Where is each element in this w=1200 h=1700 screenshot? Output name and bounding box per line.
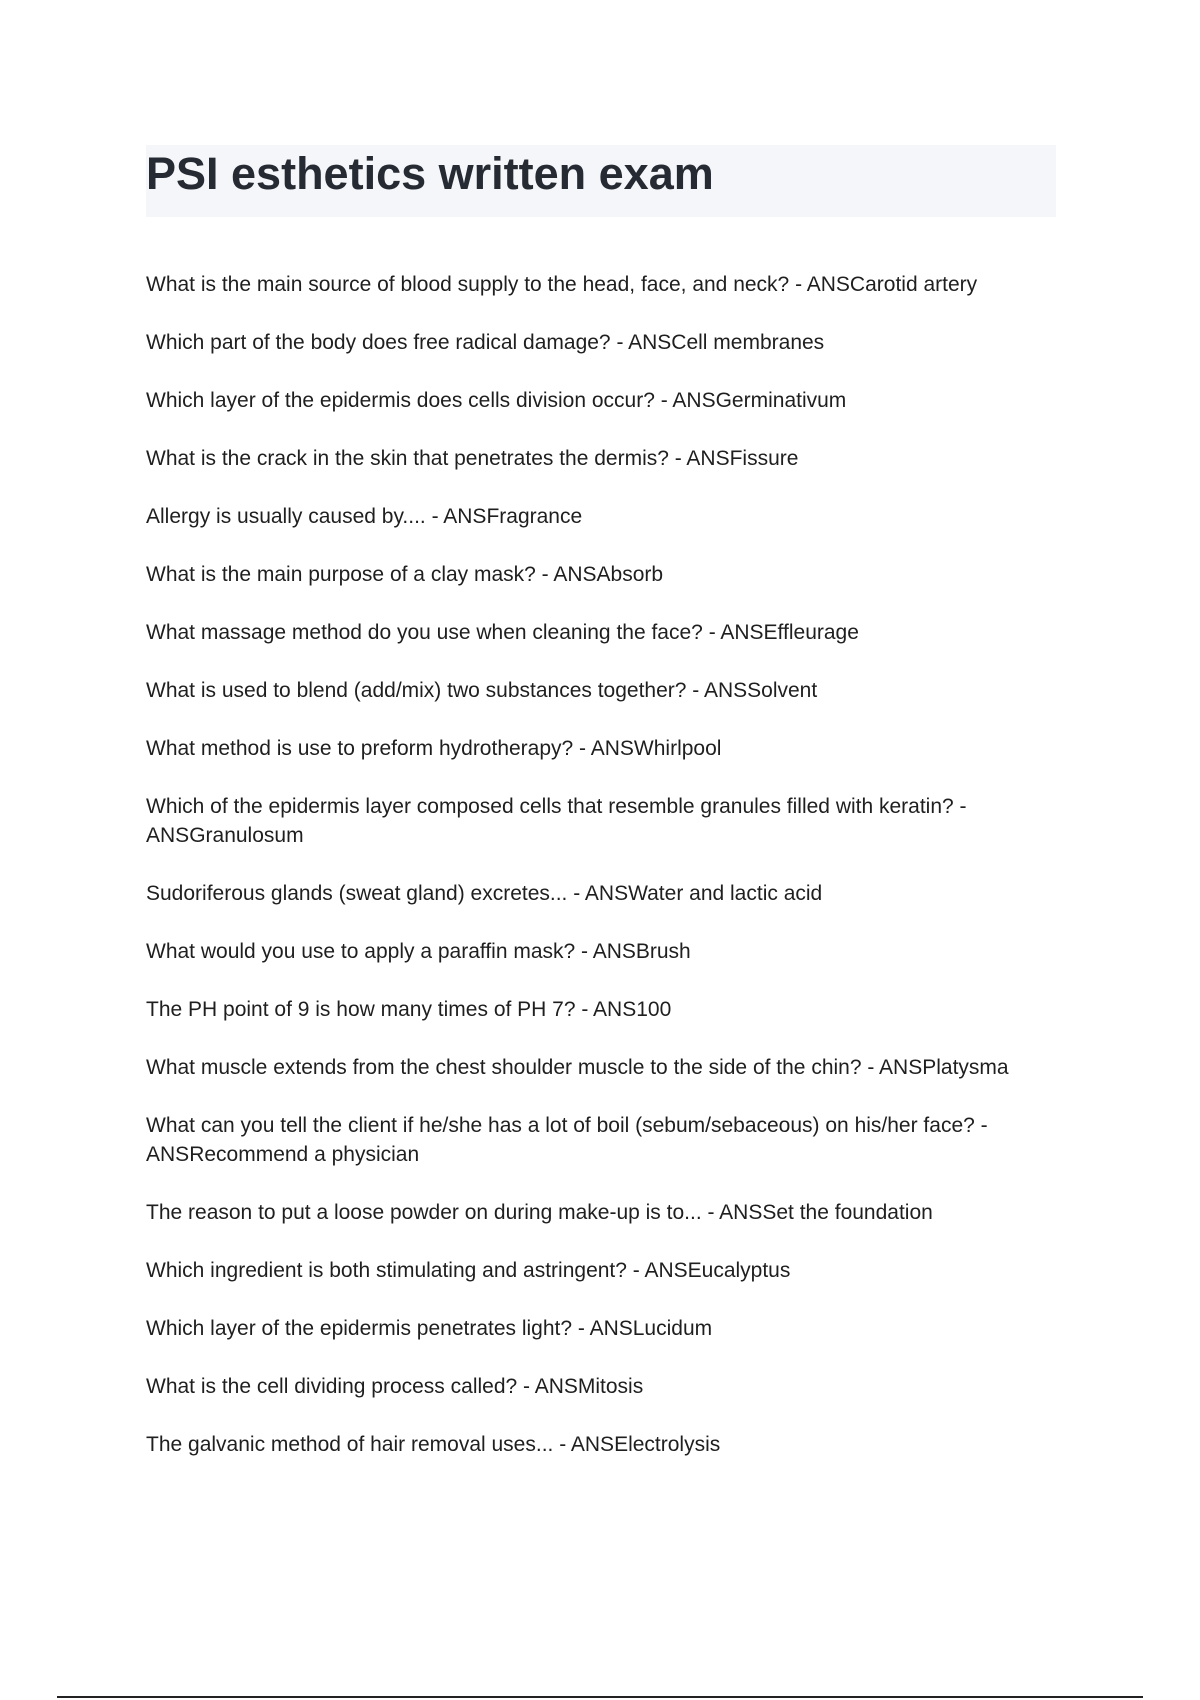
answer-text: Mitosis	[577, 1375, 644, 1398]
answer-text: Eucalyptus	[687, 1259, 791, 1282]
question-text: What method is use to preform hydrotherapy?	[146, 737, 574, 760]
question-text: The PH point of 9 is how many times of PH 7?	[146, 998, 576, 1021]
document-title: PSI esthetics written exam	[146, 148, 714, 199]
qa-item	[146, 502, 1046, 531]
question-text: What is the crack in the skin that penetrates the dermis?	[146, 447, 669, 470]
answer-prefix: - ANS	[789, 273, 850, 296]
question-text: What is the cell dividing process called?	[146, 1375, 518, 1398]
answer-text: Lucidum	[632, 1317, 713, 1340]
question-text: Which ingredient is both stimulating and astringent?	[146, 1259, 627, 1282]
answer-prefix: - ANS	[701, 1201, 763, 1224]
answer-prefix: - ANS	[575, 998, 637, 1021]
answer-prefix: - ANS	[610, 331, 672, 354]
answer-prefix: - ANS	[702, 621, 764, 644]
answer-prefix: - ANS	[861, 1056, 923, 1079]
qa-item	[146, 560, 1046, 589]
question-text: Which of the epidermis layer composed cells that resemble granules filled with keratin?	[146, 795, 954, 818]
answer-text: Electrolysis	[614, 1433, 721, 1456]
answer-prefix: - ANS	[575, 940, 636, 963]
answer-prefix: - ANS	[567, 882, 629, 905]
answer-prefix: - ANS	[535, 563, 597, 586]
answer-prefix: - ANS	[425, 505, 487, 528]
title-block	[146, 145, 1056, 217]
answer-text: Absorb	[596, 563, 664, 586]
answer-prefix: - ANS	[146, 1114, 988, 1166]
answer-text: Granulosum	[189, 824, 304, 847]
answer-text: Brush	[635, 940, 691, 963]
qa-item	[146, 386, 1046, 415]
answer-text: Platysma	[922, 1056, 1009, 1079]
answer-text: Set the foundation	[762, 1201, 933, 1224]
qa-item	[146, 1430, 1046, 1459]
answer-text: Germinativum	[715, 389, 847, 412]
answer-text: Whirlpool	[633, 737, 722, 760]
question-text: What muscle extends from the chest shoulder muscle to the side of the chin?	[146, 1056, 862, 1079]
qa-item	[146, 1314, 1046, 1343]
footer-divider	[57, 1696, 1143, 1698]
answer-prefix: - ANS	[626, 1259, 688, 1282]
answer-prefix: - ANS	[146, 795, 967, 847]
answer-text: Water and lactic acid	[628, 882, 823, 905]
answer-text: Carotid artery	[849, 273, 978, 296]
answer-text: Recommend a physician	[189, 1143, 420, 1166]
answer-prefix: - ANS	[572, 1317, 633, 1340]
question-text: The reason to put a loose powder on during make-up is to...	[146, 1201, 702, 1224]
qa-item	[146, 1053, 1046, 1082]
qa-item	[146, 937, 1046, 966]
qa-item	[146, 676, 1046, 705]
qa-item	[146, 328, 1046, 357]
answer-text: Solvent	[747, 679, 818, 702]
answer-prefix: - ANS	[573, 737, 634, 760]
answer-text: Effleurage	[763, 621, 859, 644]
question-text: The galvanic method of hair removal uses...	[146, 1433, 554, 1456]
question-text: What would you use to apply a paraffin mask?	[146, 940, 576, 963]
question-text: Which layer of the epidermis does cells division occur?	[146, 389, 655, 412]
answer-text: 100	[636, 998, 672, 1021]
qa-item	[146, 270, 1046, 299]
qa-item	[146, 995, 1046, 1024]
qa-item	[146, 1256, 1046, 1285]
qa-item	[146, 1372, 1046, 1401]
qa-item	[146, 734, 1046, 763]
answer-prefix: - ANS	[668, 447, 730, 470]
qa-item	[146, 444, 1046, 473]
answer-text: Fissure	[729, 447, 799, 470]
question-answer-list	[146, 270, 1046, 1488]
question-text: Which part of the body does free radical damage?	[146, 331, 611, 354]
answer-text: Fragrance	[486, 505, 583, 528]
question-text: Allergy is usually caused by....	[146, 505, 426, 528]
answer-text: Cell membranes	[671, 331, 825, 354]
qa-item	[146, 879, 1046, 908]
question-text: What is used to blend (add/mix) two substances together?	[146, 679, 687, 702]
question-text: What massage method do you use when cleaning the face?	[146, 621, 703, 644]
question-text: Which layer of the epidermis penetrates light?	[146, 1317, 573, 1340]
question-text: What is the main source of blood supply to the head, face, and neck?	[146, 273, 790, 296]
qa-item	[146, 792, 1046, 850]
qa-item	[146, 618, 1046, 647]
question-text: What can you tell the client if he/she has a lot of boil (sebum/sebaceous) on his/her face?	[146, 1114, 975, 1137]
qa-item	[146, 1111, 1046, 1169]
answer-prefix: - ANS	[517, 1375, 578, 1398]
qa-item	[146, 1198, 1046, 1227]
question-text: What is the main purpose of a clay mask?	[146, 563, 536, 586]
answer-prefix: - ANS	[686, 679, 748, 702]
question-text: Sudoriferous glands (sweat gland) excretes...	[146, 882, 568, 905]
answer-prefix: - ANS	[654, 389, 716, 412]
answer-prefix: - ANS	[553, 1433, 615, 1456]
